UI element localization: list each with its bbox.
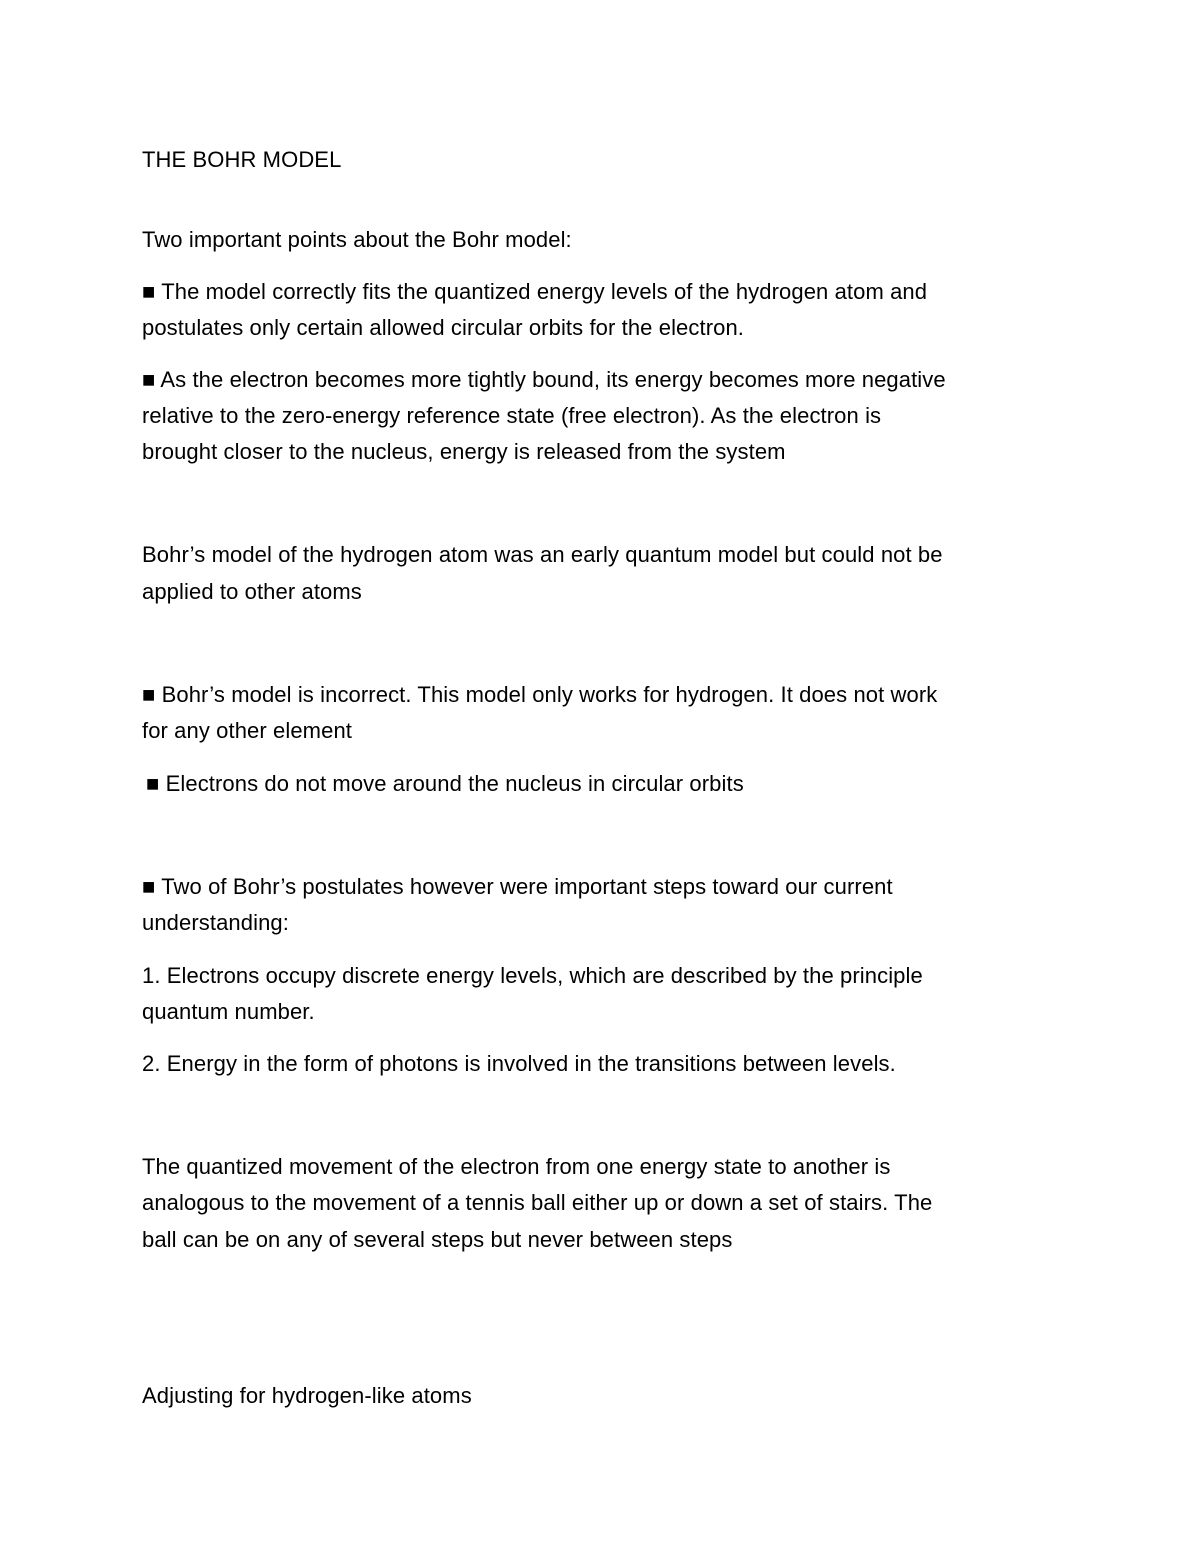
point1-line2: postulates only certain allowed circular orbits for the electron. (142, 315, 745, 340)
incorrect-line1: ■ Bohr’s model is incorrect. This model only works for hydrogen. It does not work (142, 682, 938, 707)
incorrect-line2: for any other element (142, 718, 352, 743)
summary-line2: applied to other atoms (142, 579, 362, 604)
point1-line1: ■ The model correctly fits the quantized energy levels of the hydrogen atom and (142, 279, 928, 304)
document-title: THE BOHR MODEL (142, 147, 342, 172)
point2-line2: relative to the zero-energy reference state (free electron). As the electron is (142, 403, 882, 428)
item1-line2: quantum number. (142, 999, 315, 1024)
point2-line1: ■ As the electron becomes more tightly bound, its energy becomes more negative (142, 367, 946, 392)
orbits-text: ■ Electrons do not move around the nucleus in circular orbits (146, 771, 744, 796)
analogy-line1: The quantized movement of the electron from one energy state to another is (142, 1154, 891, 1179)
item2-text: 2. Energy in the form of photons is involved in the transitions between levels. (142, 1051, 896, 1076)
point2-line3: brought closer to the nucleus, energy is released from the system (142, 439, 786, 464)
postulates-line1: ■ Two of Bohr’s postulates however were important steps toward our current (142, 874, 893, 899)
analogy-line2: analogous to the movement of a tennis ball either up or down a set of stairs. The (142, 1190, 933, 1215)
summary-line1: Bohr’s model of the hydrogen atom was an early quantum model but could not be (142, 542, 943, 567)
intro-text: Two important points about the Bohr model: (142, 227, 572, 252)
item1-line1: 1. Electrons occupy discrete energy levels, which are described by the principle (142, 963, 923, 988)
analogy-line3: ball can be on any of several steps but never between steps (142, 1227, 733, 1252)
next-section-heading: Adjusting for hydrogen-like atoms (142, 1383, 472, 1408)
postulates-line2: understanding: (142, 910, 289, 935)
